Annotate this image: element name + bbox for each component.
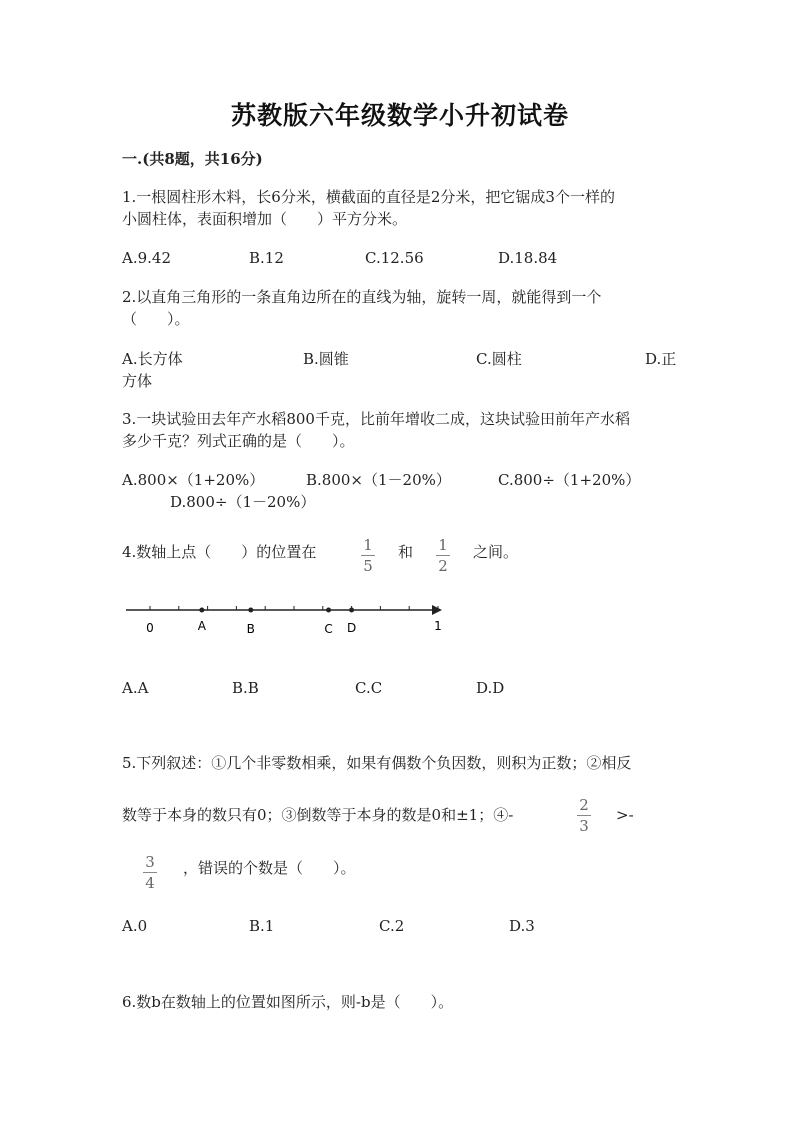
q4-frac2-denominator: 2 [438,557,448,575]
q4-and: 和 [398,543,414,561]
q5-text-line3: ，错误的个数是（ ）。 [183,859,356,877]
number-line-label-1: 1 [434,619,442,633]
page-title: 苏教版六年级数学小升初试卷 [230,101,569,130]
q3-text-line1: 3.一块试验田去年产水稻800千克，比前年增收二成，这块试验田前年产水稻 [122,410,630,428]
q5-fraction-2-3 [574,797,594,834]
q4-option-a: A.A [122,679,149,697]
q6-text: 6.数b在数轴上的位置如图所示，则-b是（ ）。 [122,993,454,1011]
number-line-label-b: B [246,622,255,636]
q5-frac1-numerator: 2 [579,796,589,814]
q2-option-d: D.正 [645,350,677,368]
q3-option-a: A.800×（1+20%） [122,471,265,489]
q3-option-d: D.800÷（1－20%） [170,493,316,511]
q2-text-line1: 2.以直角三角形的一条直角边所在的直线为轴，旋转一周，就能得到一个 [122,288,602,306]
q4-text: 4.数轴上点（ ）的位置在 [122,543,317,561]
q1-option-c: C.12.56 [365,249,424,267]
q4-option-d: D.D [476,679,505,697]
q1-text-line2: 小圆柱体，表面积增加（ ）平方分米。 [122,210,408,228]
number-line-point-b [248,608,253,613]
q5-option-c: C.2 [379,917,405,935]
q4-tail: 之间。 [473,543,519,561]
q5-text-line1: 5.下列叙述：①几个非零数相乘，如果有偶数个负因数，则积为正数；②相反 [122,754,632,772]
q5-frac2-denominator: 4 [145,874,155,892]
q2-option-c: C.圆柱 [476,350,522,368]
q1-option-d: D.18.84 [498,249,558,267]
section-heading: 一.(共8题，共16分) [122,150,263,168]
q1-option-a: A.9.42 [122,249,171,267]
q5-text-line2: 数等于本身的数只有0；③倒数等于本身的数是0和±1；④- [122,806,514,824]
q3-option-b: B.800×（1－20%） [306,471,451,489]
q5-frac2-numerator: 3 [145,853,155,871]
number-line-point-c [326,608,331,613]
number-line-label-c: C [324,622,333,636]
number-line-label-a: A [197,619,206,633]
q5-frac1-denominator: 3 [579,817,589,835]
q4-option-c: C.C [355,679,383,697]
q2-option-a: A.长方体 [122,350,183,368]
number-line-point-a [199,608,204,613]
q5-compare: >- [616,806,634,824]
q1-option-b: B.12 [249,249,284,267]
q3-option-c: C.800÷（1+20%） [498,471,641,489]
q5-option-a: A.0 [122,917,148,935]
number-line-label-0: 0 [146,621,154,635]
q1-text-line1: 1.一根圆柱形木料，长6分米，横截面的直径是2分米，把它锯成3个一样的 [122,188,615,206]
q4-number-line [120,596,450,640]
q4-fraction-1-5 [358,537,378,574]
q2-option-d-wrap: 方体 [122,372,153,390]
number-line-point-d [349,608,354,613]
q4-frac2-numerator: 1 [438,536,448,554]
q4-frac1-denominator: 5 [363,557,373,575]
q5-option-d: D.3 [509,917,535,935]
q5-fraction-3-4 [140,854,160,891]
q5-option-b: B.1 [249,917,275,935]
q2-option-b: B.圆锥 [303,350,349,368]
q2-text-line2: （ ）。 [122,310,190,328]
q4-fraction-1-2 [433,537,453,574]
number-line-arrow [432,605,442,615]
q4-option-b: B.B [232,679,259,697]
q3-text-line2: 多少千克？列式正确的是（ ）。 [122,432,355,450]
number-line-label-d: D [346,621,357,635]
q4-frac1-numerator: 1 [363,536,373,554]
